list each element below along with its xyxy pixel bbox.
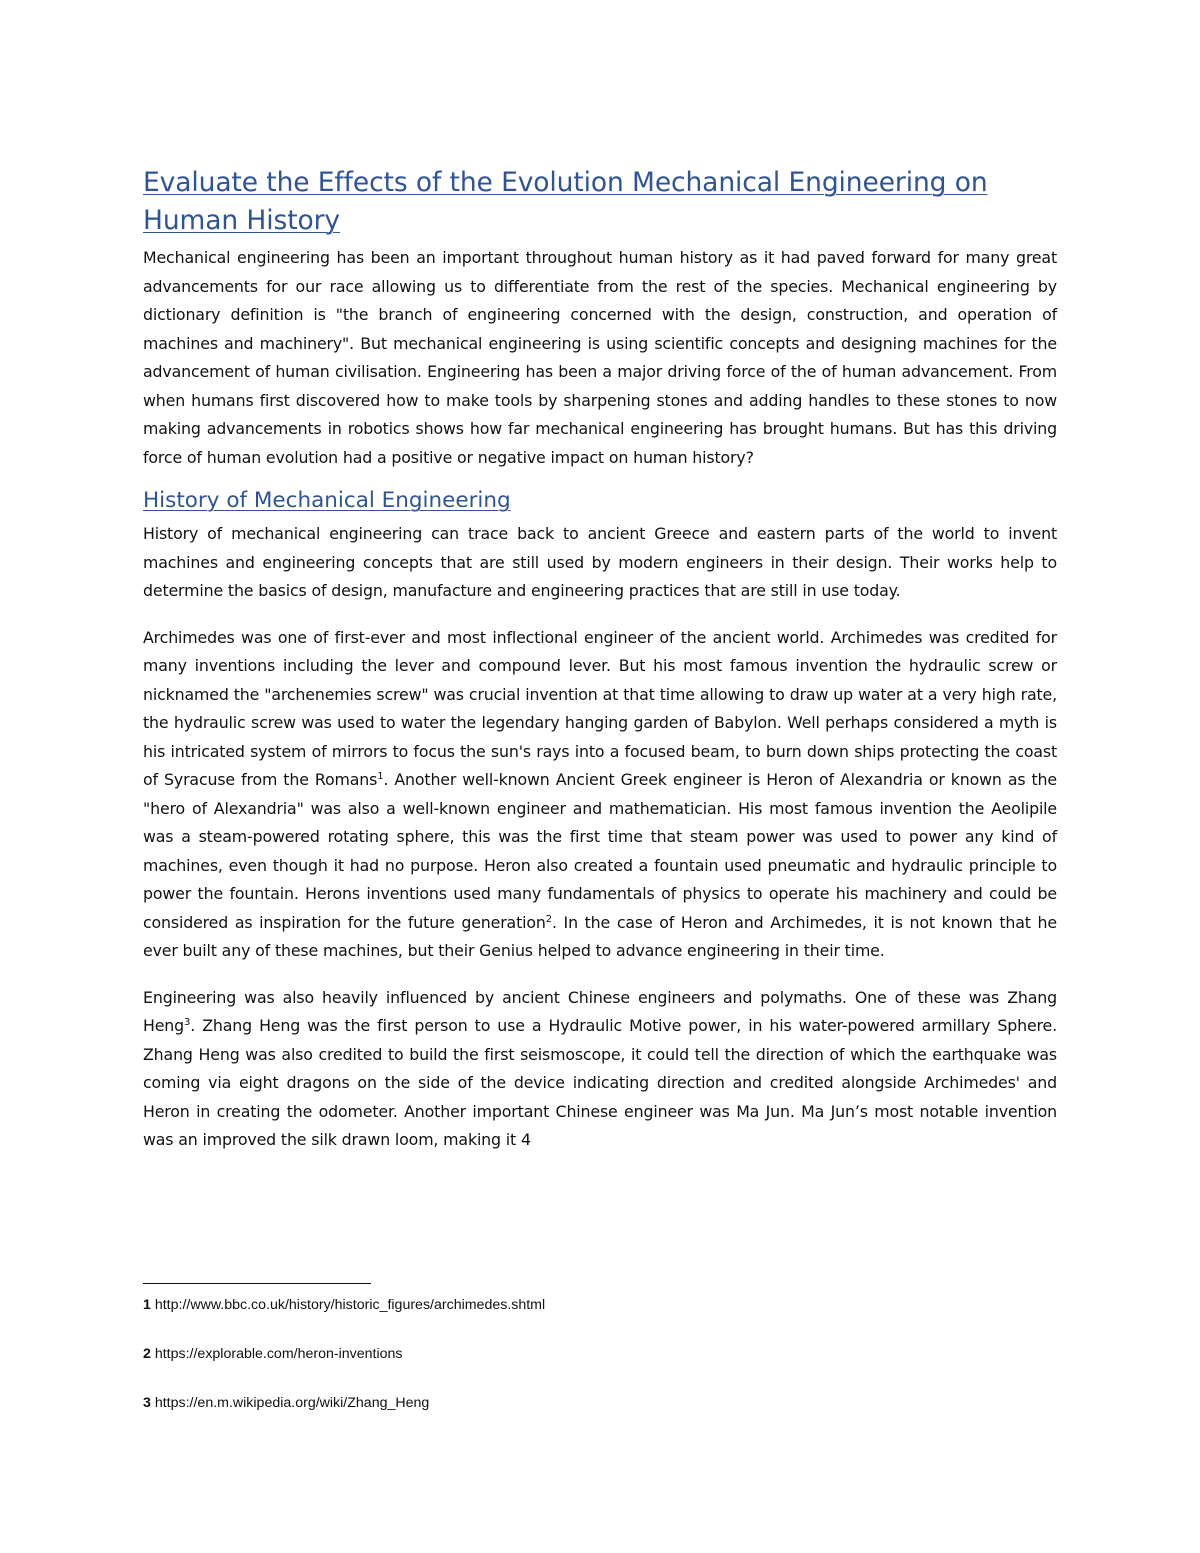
paragraph-text: . In the case of Heron and Archimedes, it is not known that he ever built any of these machines, but their Genius helped to advance engineering in their time. [143,912,1057,960]
footnote-number: 2 [143,1346,151,1362]
paragraph-text: . Another well-known Ancient Greek engineer is Heron of Alexandria or known as the "hero of Alexandria" was also a well-known engineer and mathematician. His most famous invention the Aeolipile was a steam-powered rotating sphere, this was the first time that steam power was used to power any kind of machines, even though it had no purpose. Heron also created a fountain used pneumatic and hydraulic principle to power the fountain. Herons inventions used many fundamentals of physics to operate his machinery and could be considered as inspiration for the future generation [143,770,1057,932]
paragraph-text: . Zhang Heng was the first person to use a Hydraulic Motive power, in his water-powered armillary Sphere. Zhang Heng was also credited to build the first seismoscope, it could tell the direction of which the earthquake was coming via eight dragons on the side of the device indicating direction and credited alongside Archimedes' and Heron in creating the odometer. Another important Chinese engineer was Ma Jun. Ma Jun’s most notable invention was an improved the silk drawn loom, making it 4 [143,1016,1057,1149]
footnote-link[interactable]: https://en.m.wikipedia.org/wiki/Zhang_Heng [154,1395,430,1411]
section-heading: History of Mechanical Engineering [143,488,511,513]
footnote-2 [143,1343,1043,1365]
footnote-ref-1[interactable]: 1 [377,771,384,782]
document-title: Evaluate the Effects of the Evolution Mechanical Engineering on Human History [143,167,988,236]
footnotes [143,1294,1043,1441]
history-paragraph-1: History of mechanical engineering can trace back to ancient Greece and eastern parts of the world to invent machines and engineering concepts that are still used by modern engineers in their design. Their works help to determine the basics of design, manufacture and engineering practices that are still in use today. [143,524,1057,600]
intro-paragraph: Mechanical engineering has been an important throughout human history as it had paved forward for many great advancements for our race allowing us to differentiate from the rest of the species. Mechanical engineering by dictionary definition is "the branch of engineering concerned with the design, construction, and operation of machines and machinery". But mechanical engineering is using scientific concepts and designing machines for the advancement of human civilisation. Engineering has been a major driving force of the of human advancement. From when humans first discovered how to make tools by sharpening stones and adding handles to these stones to now making advancements in robotics shows how far mechanical engineering has brought humans. But has this driving force of human evolution had a positive or negative impact on human history? [143,248,1057,467]
footnote-ref-2[interactable]: 2 [545,913,552,925]
history-paragraph-2 [143,624,1057,966]
footnote-ref-3[interactable]: 3 [184,1017,191,1028]
footnote-3 [143,1392,1043,1414]
history-paragraph-3 [143,984,1057,1155]
footnote-link[interactable]: http://www.bbc.co.uk/history/historic_figures/archimedes.shtml [154,1297,546,1313]
footnote-separator [143,1283,371,1284]
paragraph-text: Archimedes was one of first-ever and most inflectional engineer of the ancient world. Archimedes was credited for many inventions including the lever and compound lever. But his most famous invention the hydraulic screw or nicknamed the "archenemies screw" was crucial invention at that time allowing to draw up water at a very high rate, the hydraulic screw was used to water the legendary hanging garden of Babylon. Well perhaps considered a myth is his intricated system of mirrors to focus the sun's rays into a focused beam, to burn down ships protecting the coast of Syracuse from the Romans [143,627,1057,789]
footnote-1 [143,1294,1043,1316]
footnote-number: 3 [143,1395,151,1411]
document-page [143,164,1057,1155]
footnote-link[interactable]: https://explorable.com/heron-inventions [154,1346,403,1362]
paragraph-text: Engineering was also heavily influenced by ancient Chinese engineers and polymaths. One of these was Zhang Heng [143,987,1057,1035]
footnote-number: 1 [143,1297,151,1313]
